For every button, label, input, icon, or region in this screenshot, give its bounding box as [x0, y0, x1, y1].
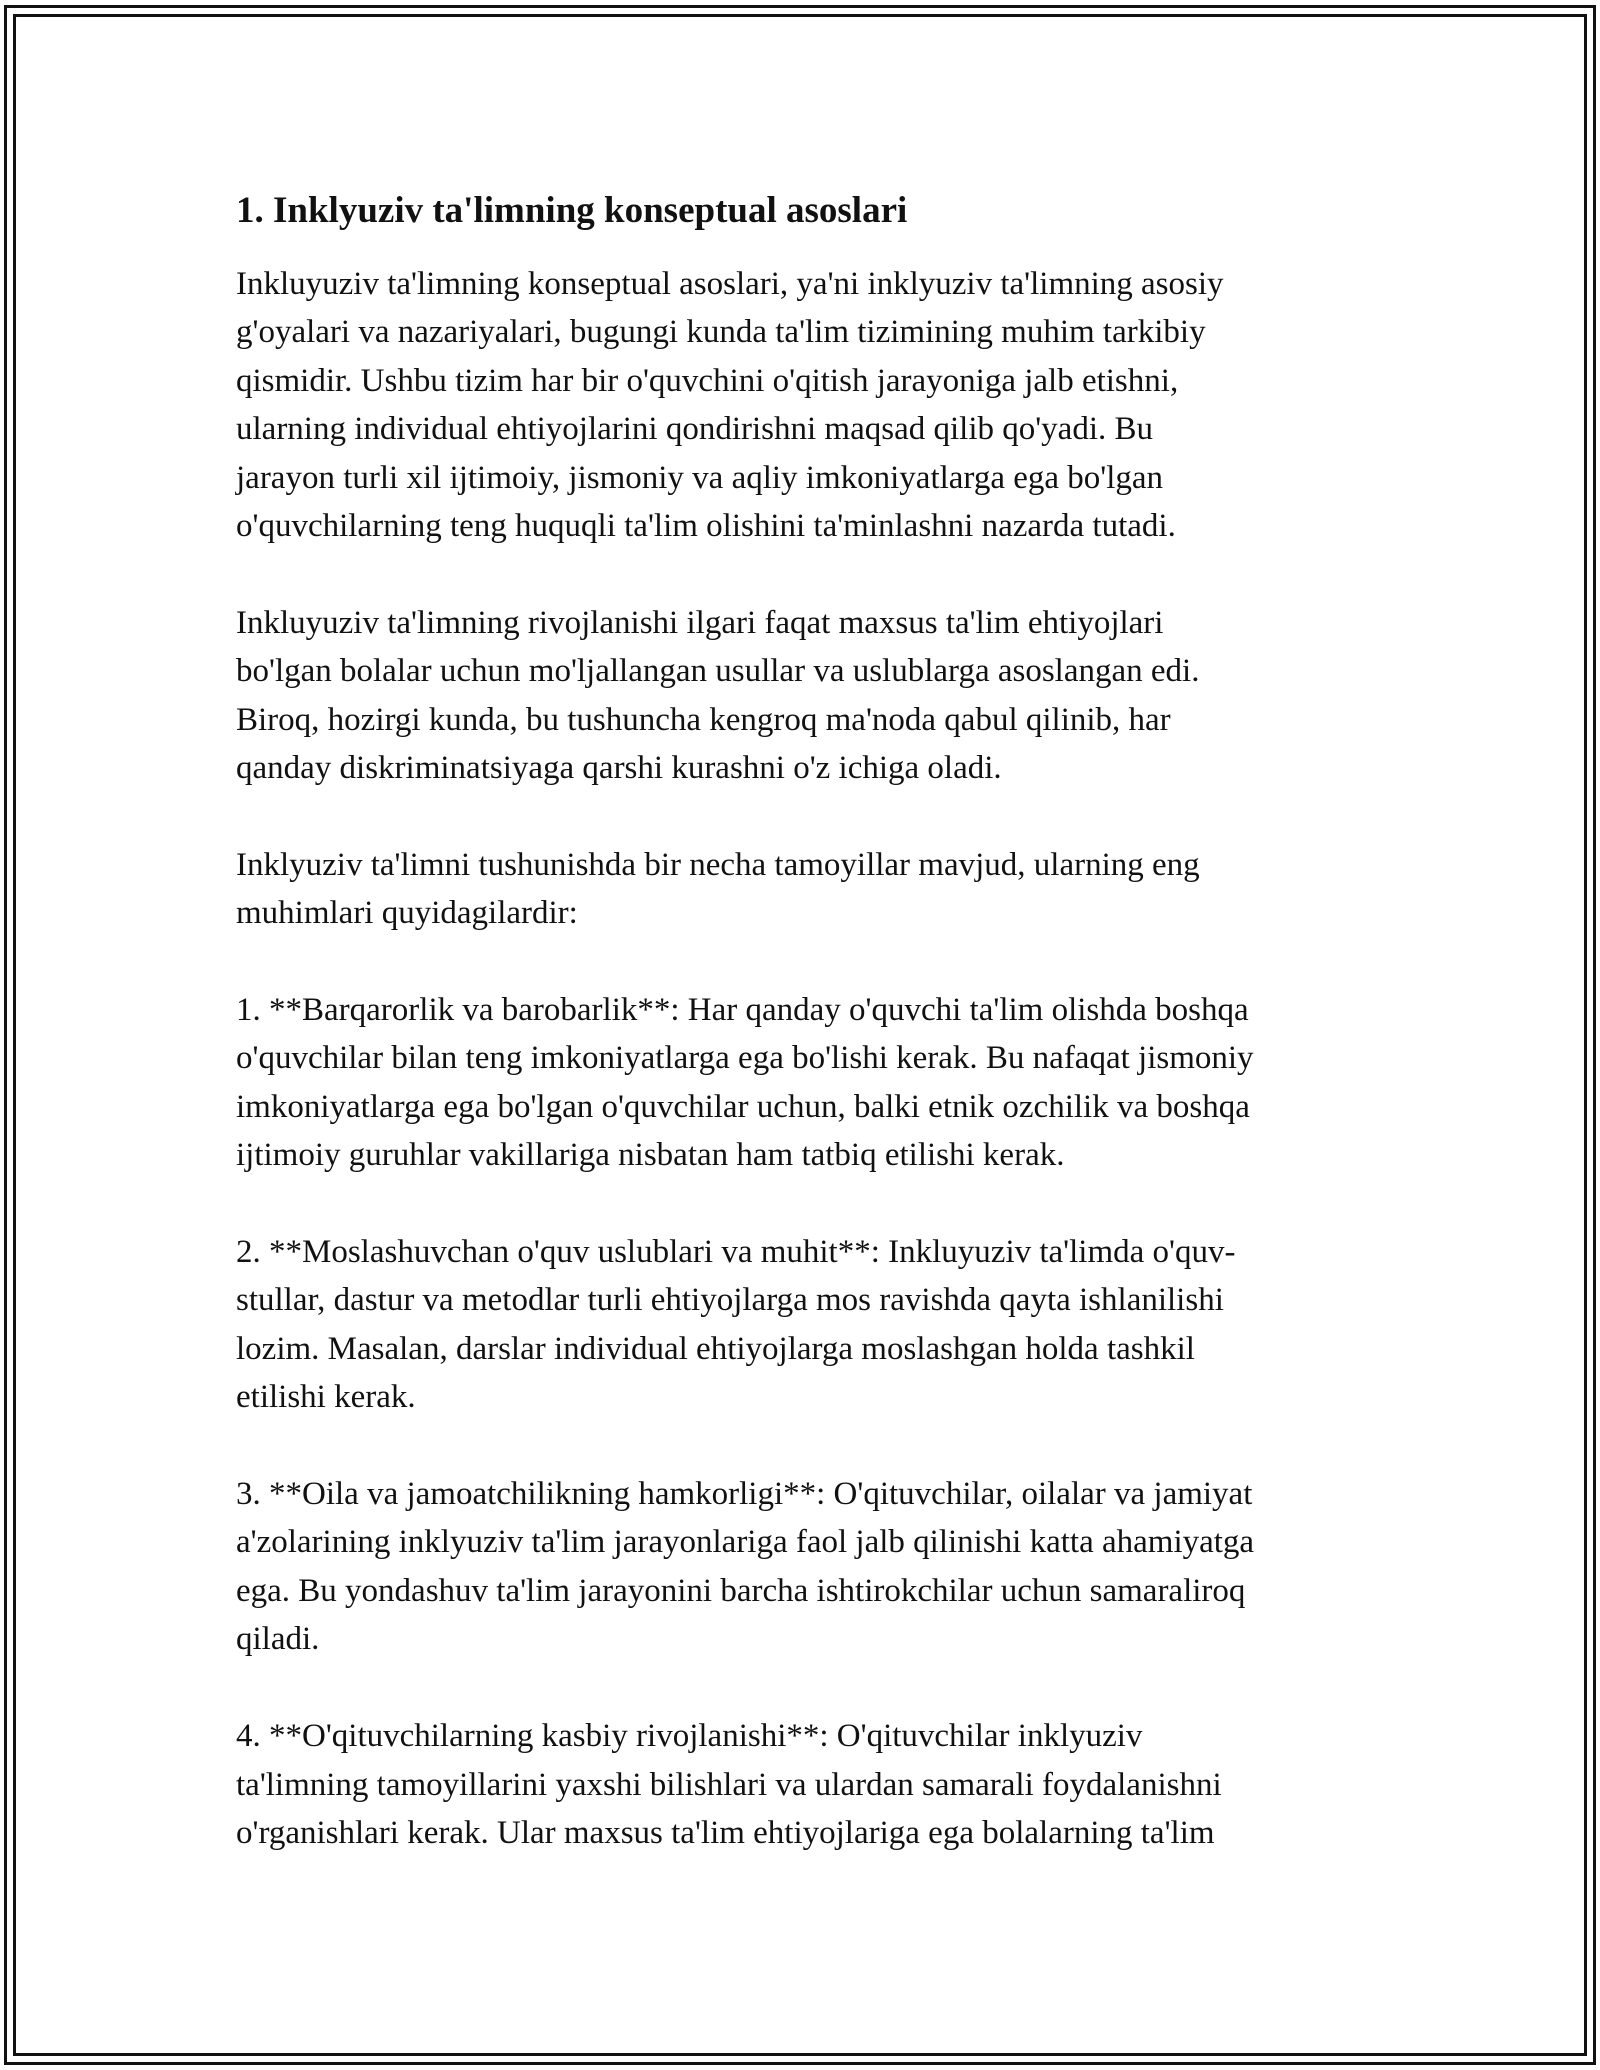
- text-line: jarayon turli xil ijtimoiy, jismoniy va aqliy imkoniyatlarga ega bo'lgan: [236, 459, 1164, 496]
- list-item-principle-3: [236, 1470, 1386, 1664]
- text-line: qanday diskriminatsiyaga qarshi kurashni o'z ichiga oladi.: [236, 750, 1002, 787]
- text-line: 1. **Barqarorlik va barobarlik**: Har qanday o'quvchi ta'lim olishda boshqa: [236, 992, 1249, 1029]
- text-line: ijtimoiy guruhlar vakillariga nisbatan ham tatbiq etilishi kerak.: [236, 1137, 1065, 1174]
- list-item-principle-1: [236, 986, 1386, 1180]
- text-line: 4. **O'qituvchilarning kasbiy rivojlanishi**: O'qituvchilar inklyuziv: [236, 1718, 1143, 1755]
- text-line: imkoniyatlarga ega bo'lgan o'quvchilar uchun, balki etnik ozchilik va boshqa: [236, 1088, 1250, 1125]
- text-line: qismidir. Ushbu tizim har bir o'quvchini o'qitish jarayoniga jalb etishni,: [236, 362, 1179, 399]
- paragraph-development: [236, 599, 1386, 793]
- text-line: o'rganishlari kerak. Ular maxsus ta'lim ehtiyojlariga ega bolalarning ta'lim: [236, 1814, 1215, 1851]
- text-line: ta'limning tamoyillarini yaxshi bilishlari va ulardan samarali foydalanishni: [236, 1766, 1222, 1803]
- text-line: lozim. Masalan, darslar individual ehtiyojlarga moslashgan holda tashkil: [236, 1330, 1195, 1367]
- text-line: stullar, dastur va metodlar turli ehtiyojlarga mos ravishda qayta ishlanilishi: [236, 1282, 1224, 1319]
- text-line: 3. **Oila va jamoatchilikning hamkorligi**: O'qituvchilar, oilalar va jamiyat: [236, 1476, 1253, 1513]
- paragraph-principles-intro: [236, 841, 1386, 938]
- text-line: a'zolarining inklyuziv ta'lim jarayonlariga faol jalb qilinishi katta ahamiyatga: [236, 1524, 1255, 1561]
- text-line: g'oyalari va nazariyalari, bugungi kunda ta'lim tizimining muhim tarkibiy: [236, 314, 1206, 351]
- document-body: [236, 188, 1386, 1906]
- text-line: etilishi kerak.: [236, 1379, 416, 1416]
- text-line: qiladi.: [236, 1621, 320, 1658]
- paragraph-intro: [236, 260, 1386, 550]
- text-line: bo'lgan bolalar uchun mo'ljallangan usullar va uslublarga asoslangan edi.: [236, 653, 1200, 690]
- text-line: muhimlari quyidagilardir:: [236, 895, 578, 932]
- list-item-principle-2: [236, 1228, 1386, 1422]
- list-item-principle-4: [236, 1712, 1386, 1857]
- page-title: 1. Inklyuziv ta'limning konseptual asoslari: [236, 190, 908, 231]
- text-line: ularning individual ehtiyojlarini qondirishni maqsad qilib qo'yadi. Bu: [236, 411, 1154, 448]
- text-line: o'quvchilar bilan teng imkoniyatlarga ega bo'lishi kerak. Bu nafaqat jismoniy: [236, 1040, 1254, 1077]
- text-line: o'quvchilarning teng huquqli ta'lim olishini ta'minlashni nazarda tutadi.: [236, 508, 1176, 545]
- text-line: Inklyuziv ta'limni tushunishda bir necha tamoyillar mavjud, ularning eng: [236, 846, 1200, 883]
- text-line: Inkluyuziv ta'limning konseptual asoslari, ya'ni inklyuziv ta'limning asosiy: [236, 266, 1224, 302]
- text-line: Inkluyuziv ta'limning rivojlanishi ilgari faqat maxsus ta'lim ehtiyojlari: [236, 604, 1164, 641]
- text-line: Biroq, hozirgi kunda, bu tushuncha kengroq ma'noda qabul qilinib, har: [236, 701, 1171, 738]
- text-line: ega. Bu yondashuv ta'lim jarayonini barcha ishtirokchilar uchun samaraliroq: [236, 1572, 1246, 1609]
- text-line: 2. **Moslashuvchan o'quv uslublari va muhit**: Inkluyuziv ta'limda o'quv-: [236, 1234, 1236, 1271]
